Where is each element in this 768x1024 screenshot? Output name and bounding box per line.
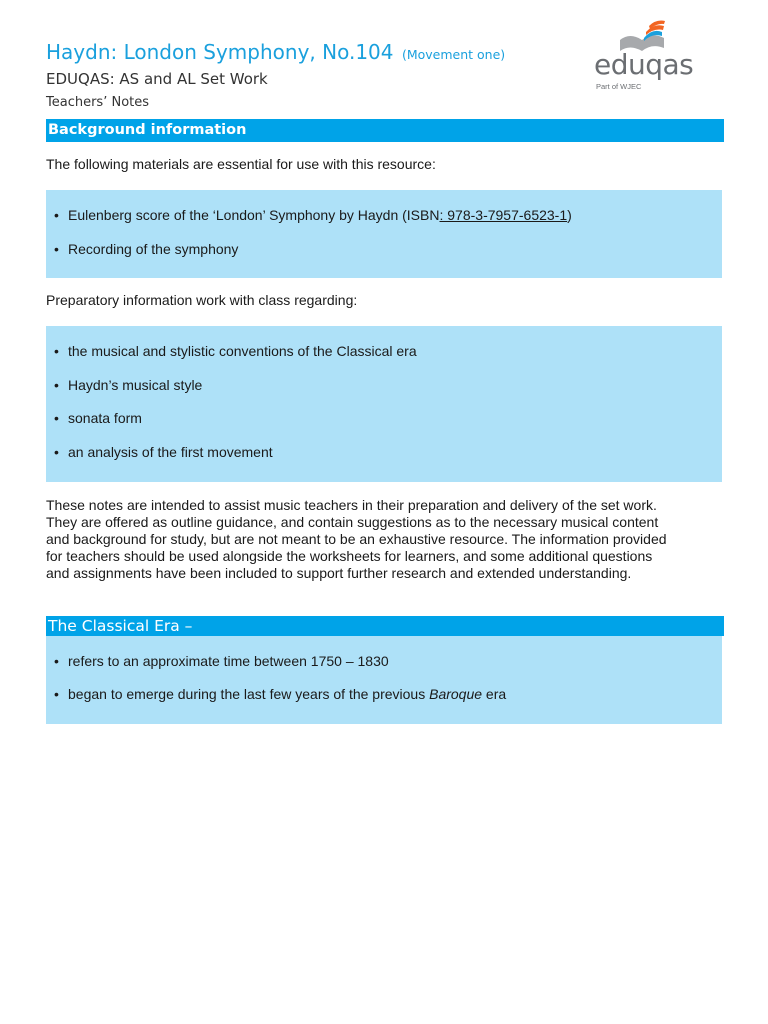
logo-tagline: Part of WJEC	[596, 82, 642, 91]
classical-item-text: began to emerge during the last few years of the previous	[68, 686, 430, 702]
material-score-text: Eulenberg score of the ‘London’ Symphony by Haydn (ISBN	[68, 207, 440, 223]
prep-item-text: Haydn’s musical style	[68, 377, 203, 393]
document-title	[46, 40, 505, 64]
prep-item-text: sonata form	[68, 410, 142, 426]
title-suffix: (Movement one)	[401, 47, 506, 62]
list-item	[54, 444, 273, 461]
bullet-icon: •	[54, 207, 59, 223]
classical-era-box	[46, 636, 722, 724]
notes-label: Teachers’ Notes	[46, 95, 150, 110]
materials-intro: The following materials are essential for use with this resource:	[46, 156, 436, 172]
document-subtitle: EDUQAS: AS and AL Set Work	[46, 70, 268, 88]
prep-item-text: the musical and stylistic conventions of the Classical era	[68, 343, 417, 359]
document-header	[46, 0, 722, 118]
list-item	[54, 343, 417, 360]
list-item	[54, 410, 142, 427]
bullet-icon: •	[54, 444, 59, 460]
prep-intro: Preparatory information work with class regarding:	[46, 292, 358, 308]
list-item	[54, 653, 389, 670]
materials-box	[46, 190, 722, 278]
bullet-icon: •	[54, 241, 59, 257]
eduqas-logo	[594, 18, 724, 90]
classical-item-text: refers to an approximate time between 1750 – 1830	[68, 653, 389, 669]
notes-paragraph: These notes are intended to assist music teachers in their preparation and delivery of the set work. They are offered as outline guidance, and contain suggestions as to the necessary musical content and background for study, but are not meant to be an exhaustive resource. The information provided for teachers should be used alongside the worksheets for learners, and some additional questions and assignments have been included to support further research and extended understanding.	[46, 497, 667, 581]
title-main: Haydn: London Symphony, No.104	[46, 40, 394, 64]
bullet-icon: •	[54, 686, 59, 702]
material-score-suffix: )	[567, 207, 572, 223]
prep-item-text: an analysis of the first movement	[68, 444, 273, 460]
isbn-link[interactable]: : 978-3-7957-6523-1	[439, 207, 568, 223]
list-item	[54, 686, 506, 703]
bullet-icon: •	[54, 653, 59, 669]
logo-wordmark: eduqas	[594, 48, 694, 81]
open-book-icon	[616, 18, 668, 52]
material-recording-text: Recording of the symphony	[68, 241, 239, 257]
baroque-term: Baroque	[429, 686, 483, 702]
bullet-icon: •	[54, 410, 59, 426]
list-item	[54, 207, 572, 224]
list-item	[54, 241, 238, 258]
bullet-icon: •	[54, 343, 59, 359]
prep-box	[46, 326, 722, 482]
bullet-icon: •	[54, 377, 59, 393]
classical-item-suffix: era	[482, 686, 507, 702]
section-heading-classical-era: The Classical Era –	[46, 616, 724, 636]
section-heading-background: Background information	[46, 119, 724, 142]
list-item	[54, 377, 202, 394]
document-page	[46, 0, 722, 1024]
